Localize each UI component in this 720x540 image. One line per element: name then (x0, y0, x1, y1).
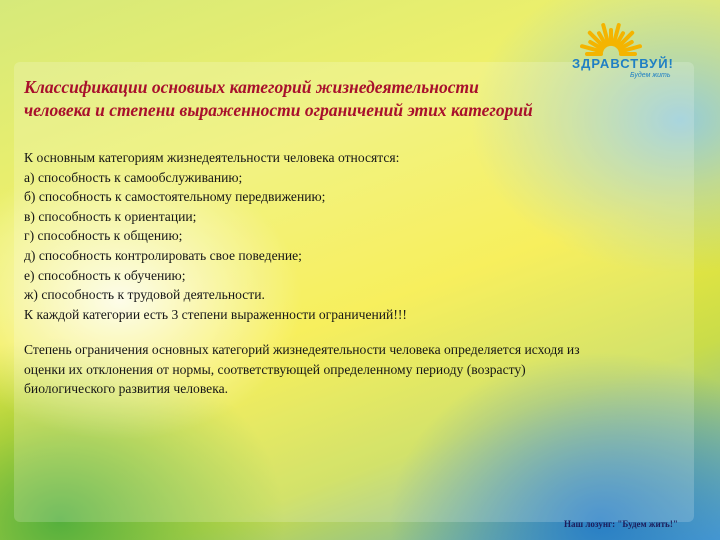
list-item: г) способность к общению; (24, 228, 183, 244)
list-item: ж) способность к трудовой деятельности. (24, 287, 265, 303)
footer-slogan: Наш лозунг: "Будем жить!" (564, 519, 678, 529)
categories-list (24, 148, 684, 324)
title-line-2: человека и степени выраженности ограничений этих категорий (24, 100, 533, 120)
degree-line-2: оценки их отклонения от нормы, соответствующей определенному периоду (возрасту) (24, 361, 526, 377)
list-item: е) способность к обучению; (24, 267, 186, 283)
degree-paragraph (24, 340, 692, 399)
list-item: б) способность к самостоятельному передвижению; (24, 189, 326, 205)
logo-tagline: Будем жить (630, 72, 671, 79)
categories-note: К каждой категории есть 3 степени выраженности ограничений!!! (24, 306, 407, 322)
list-item: д) способность контролировать свое поведение; (24, 247, 302, 263)
list-item: а) способность к самообслуживанию; (24, 169, 243, 185)
page-title (24, 76, 624, 122)
title-line-1: Классификации основиых категорий жизнедеятельности (24, 77, 479, 97)
degree-line-1: Степень ограничения основных категорий жизнедеятельности человека определяется исходя из (24, 342, 580, 357)
degree-line-3: биологического развития человека. (24, 381, 229, 397)
list-item: в) способность к ориентации; (24, 208, 197, 224)
logo-name: ЗДРАВСТВУЙ! (572, 56, 674, 71)
categories-intro: К основным категориям жизнедеятельности человека относятся: (24, 150, 400, 165)
